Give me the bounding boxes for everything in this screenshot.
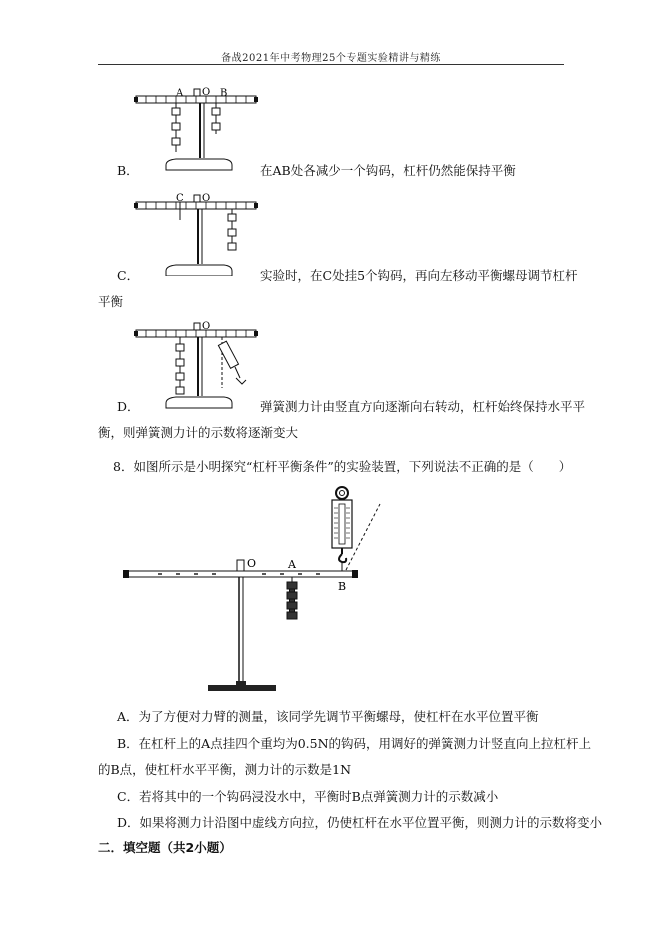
label-o: O xyxy=(202,321,211,332)
label-b: B xyxy=(220,88,228,99)
q8-option-c: C．若将其中的一个钩码浸没水中，平衡时B点弹簧测力计的示数减小 xyxy=(117,789,499,804)
q8-option-a: A．为了方便对力臂的测量，该同学先调节平衡螺母，使杠杆在水平位置平衡 xyxy=(117,709,539,724)
lever-figure-b xyxy=(132,86,262,172)
option-c-text: 实验时，在C处挂5个钩码，再向左移动平衡螺母调节杠杆 xyxy=(260,268,578,283)
lever-figure-c xyxy=(132,190,262,276)
label-b: B xyxy=(338,580,347,593)
option-d-text: 弹簧测力计由竖直方向逐渐向右转动，杠杆始终保持水平平 xyxy=(260,399,586,414)
option-b-letter: B． xyxy=(117,163,139,178)
q8-option-d: D．如果将测力计沿图中虚线方向拉，仍使杠杆在水平位置平衡，则测力计的示数将变小 xyxy=(117,815,603,830)
question-8-stem: 8．如图所示是小明探究“杠杆平衡条件”的实验装置，下列说法不正确的是（ ） xyxy=(113,459,572,474)
section-title: 二．填空题（共2小题） xyxy=(98,840,232,855)
label-a: A xyxy=(176,88,184,99)
option-c-text-cont: 平衡 xyxy=(98,294,124,309)
option-c-letter: C． xyxy=(117,268,140,283)
q8-option-b-line2: 的B点，使杠杆水平平衡，测力计的示数是1N xyxy=(98,762,352,777)
option-d-text-cont: 衡，则弹簧测力计的示数将逐渐变大 xyxy=(98,425,299,440)
label-c: C xyxy=(176,193,184,204)
option-d-letter: D． xyxy=(117,399,140,414)
label-o: O xyxy=(247,557,257,570)
page-header: 备战2021年中考物理25个专题实验精讲与精练 xyxy=(221,53,441,64)
label-o: O xyxy=(202,193,211,204)
lever-figure-d xyxy=(132,318,262,410)
header-rule xyxy=(98,64,564,65)
q8-option-b-line1: B．在杠杆上的A点挂四个重均为0.5N的钩码，用调好的弹簧测力计竖直向上拉杠杆上 xyxy=(117,736,592,751)
label-o: O xyxy=(202,87,211,98)
label-a: A xyxy=(288,558,296,571)
lever-figure-q8 xyxy=(118,482,388,697)
option-b-text: 在AB处各减少一个钩码，杠杆仍然能保持平衡 xyxy=(260,163,516,178)
